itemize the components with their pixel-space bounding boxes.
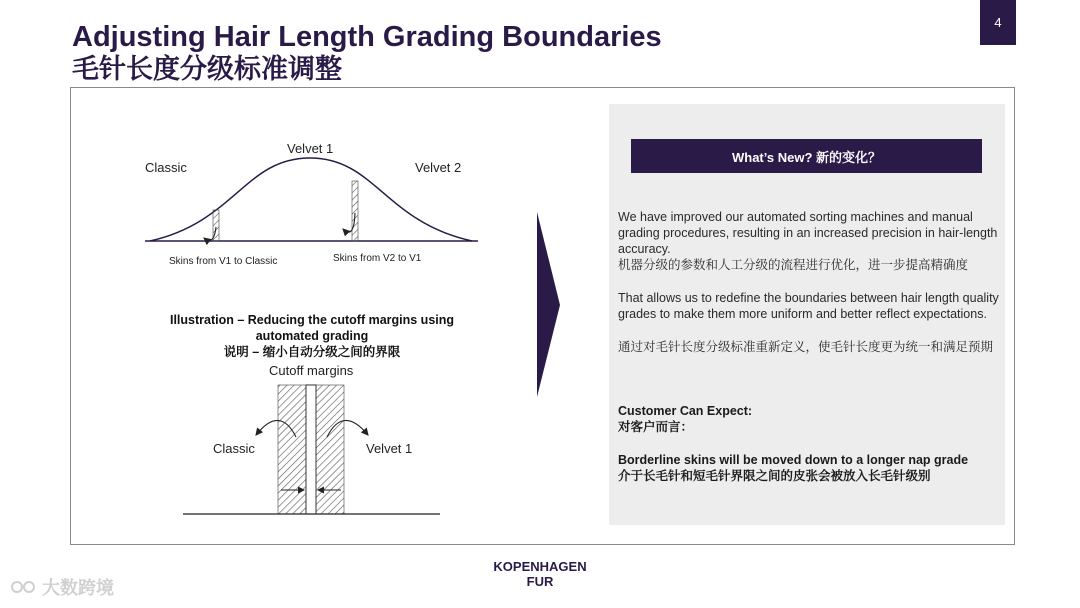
slide-title: Adjusting Hair Length Grading Boundaries (72, 21, 662, 53)
caption-en-line1: Illustration – Reducing the cutoff margins using (169, 313, 455, 327)
chevron-right-icon (537, 212, 560, 397)
label-velvet-1: Velvet 1 (287, 141, 334, 156)
whats-new-panel (609, 104, 1005, 525)
para2-en: That allows us to redefine the boundaries between hair length quality grades to make them more uniform and better reflect expectations. (618, 291, 999, 321)
expect-en: Customer Can Expect: (618, 404, 753, 418)
note-v2-to-v1: Skins from V2 to V1 (333, 253, 422, 264)
whats-new-banner: What’s New? 新的变化？ (631, 139, 982, 173)
right-hatched-strip (352, 181, 358, 241)
para1-cn: 机器分级的参数和人工分级的流程进行优化，进一步提高精确度 (618, 258, 969, 272)
label-velvet-2: Velvet 2 (415, 160, 462, 175)
note-v1-to-classic: Skins from V1 to Classic (169, 256, 278, 267)
expect-cn: 对客户而言： (618, 420, 694, 434)
para2-cn: 通过对毛针长度分级标准重新定义，使毛针长度更为统一和满足预期 (618, 340, 994, 354)
result-cn: 介于长毛针和短毛针界限之间的皮张会被放入长毛针级别 (618, 469, 931, 483)
page-number: 4 (980, 0, 1016, 45)
cutoff-label-classic: Classic (213, 441, 255, 456)
para1-en: We have improved our automated sorting machines and manual grading procedures, resulting in an increased precision in hair-length accuracy. (618, 210, 998, 256)
illustration-caption (150, 312, 474, 360)
kopenhagen-fur-logo (488, 559, 592, 589)
watermark-logo-icon (10, 579, 36, 595)
cutoff-center-band (306, 385, 316, 514)
logo-line2: FUR (526, 574, 554, 589)
caption-en-line2: automated grading (255, 329, 369, 343)
caption-cn: 说明 – 缩小自动分级之间的界限 (223, 345, 401, 359)
watermark (10, 574, 114, 600)
logo-line1: KOPENHAGEN (493, 559, 587, 574)
label-classic: Classic (145, 160, 187, 175)
cutoff-label-velvet-1: Velvet 1 (366, 441, 413, 456)
watermark-text: 大数跨境 (42, 578, 114, 598)
result-en: Borderline skins will be moved down to a longer nap grade (618, 453, 969, 467)
slide-subtitle: 毛针长度分级标准调整 (72, 54, 342, 84)
cutoff-margins-title: Cutoff margins (269, 363, 354, 378)
